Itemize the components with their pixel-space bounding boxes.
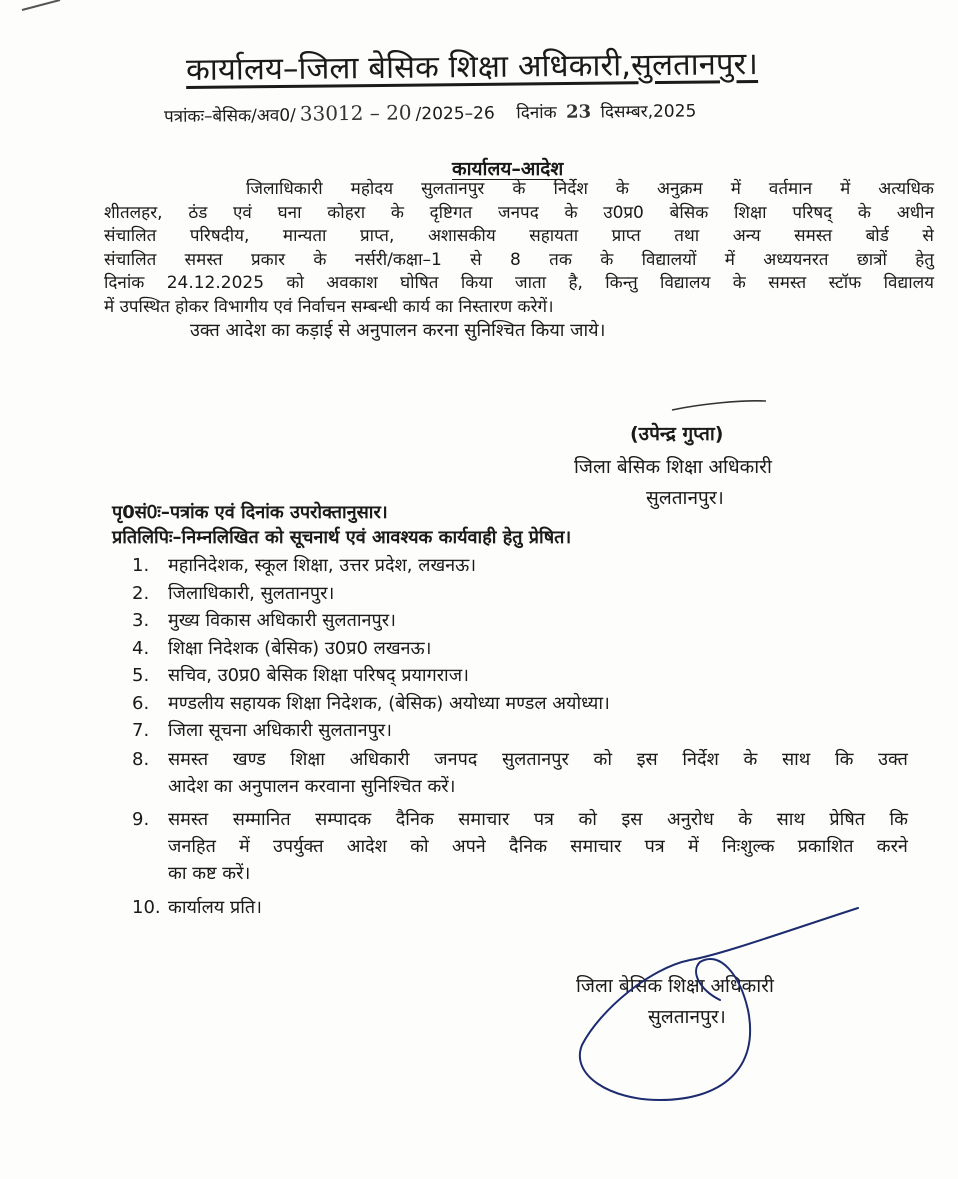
date-label: दिनांक: [516, 102, 557, 124]
copy-list-line: [168, 895, 908, 921]
order-word: को: [286, 273, 304, 293]
copy-list-word: को: [578, 808, 597, 830]
copy-list-line: [168, 860, 908, 887]
order-word: परिषद्: [792, 202, 833, 223]
copy-list-word: जिला सूचना अधिकारी सुलतानपुर।: [168, 720, 392, 741]
copy-list-word: करने: [876, 835, 908, 857]
order-word: अवकाश: [326, 273, 378, 293]
copy-list-word: जनहित: [168, 835, 216, 857]
copy-list-word: में: [687, 835, 699, 857]
order-word: विद्यालय: [660, 273, 711, 293]
copy-list-word: प्रकाशित: [797, 835, 854, 857]
order-word: में: [730, 179, 741, 199]
order-word: महोदय: [350, 179, 394, 199]
copy-list-text: [168, 608, 908, 634]
order-word: समस्त: [768, 273, 807, 293]
order-line: [104, 225, 934, 249]
copy-list-item: [118, 746, 908, 800]
order-word: किन्तु: [605, 273, 638, 293]
order-word: संचालित: [104, 226, 157, 246]
bottom-signatory-designation: जिला बेसिक शिक्षा अधिकारी: [576, 975, 774, 997]
order-word: अधीन: [896, 202, 934, 223]
order-word: समस्त: [794, 226, 833, 246]
order-word: में: [724, 249, 735, 270]
copy-list-word: उक्त: [878, 748, 908, 770]
copy-list-word: के: [743, 748, 758, 770]
order-word: जिलाधिकारी: [246, 179, 323, 199]
order-word: के: [732, 273, 746, 293]
order-word: सहायता: [529, 226, 579, 246]
copy-list-number: 1.: [132, 555, 150, 576]
copy-list-text: [168, 718, 908, 744]
copy-list-word: अपने: [451, 835, 486, 857]
order-word: 24.12.2025: [166, 273, 265, 293]
copy-list-word: निर्देश: [682, 748, 719, 770]
order-word: एवं: [233, 202, 252, 223]
order-word: से: [922, 226, 934, 246]
copy-list-text: [168, 691, 908, 717]
copy-list-word: महानिदेशक, स्कूल शिक्षा, उत्तर प्रदेश, लखनऊ।: [168, 555, 477, 576]
order-word: निर्देश: [553, 179, 588, 199]
corner-pen-mark: [22, 0, 60, 10]
copy-list-word: मण्डलीय सहायक शिक्षा निदेशक, (बेसिक) अयोध्या मण्डल अयोध्या।: [168, 692, 610, 714]
ref-prefix: पत्रांकः–बेसिक/अव0/: [163, 105, 296, 127]
order-word: वर्तमान: [768, 179, 813, 199]
signatory-place: सुलतानपुर।: [646, 487, 724, 509]
copy-list-word: पत्र: [644, 835, 665, 857]
copy-list-word: सुलतानपुर: [502, 748, 569, 770]
signatory-designation: जिला बेसिक शिक्षा अधिकारी: [574, 456, 772, 478]
copy-list-word: मुख्य विकास अधिकारी सुलतानपुर।: [168, 610, 396, 631]
copy-list-line: [168, 608, 908, 634]
copy-list-word: समाचार: [458, 808, 510, 830]
order-word: अत्यधिक: [878, 179, 934, 199]
order-word: जाता: [514, 273, 547, 293]
copy-list-word: साथ: [776, 808, 805, 830]
order-closing: उक्त आदेश का कड़ाई से अनुपालन करना सुनिश्चित किया जाये।: [190, 320, 606, 341]
order-word: संचालित: [104, 249, 157, 270]
order-word: के: [313, 249, 327, 270]
order-word: के: [615, 179, 629, 199]
order-word: उ0प्र0: [603, 202, 644, 223]
copy-list-word: शिक्षा निदेशक (बेसिक) उ0प्र0 लखनऊ।: [168, 637, 432, 659]
copy-list-item: [118, 636, 908, 662]
copy-list-word: उपर्युक्त: [273, 835, 324, 857]
copy-list-line: [168, 663, 908, 689]
copy-list-item: [118, 718, 908, 744]
copy-list-number: 5.: [132, 665, 150, 686]
copy-to-heading: प्रतिलिपिः–निम्नलिखित को सूचनार्थ एवं आवश्यक कार्यवाही हेतु प्रेषित।: [112, 527, 572, 548]
reference-line: [164, 97, 697, 127]
copy-list-item: [118, 895, 908, 921]
order-word: के: [600, 249, 614, 270]
copy-list-word: इस: [636, 748, 658, 770]
copy-list-line: [168, 833, 908, 860]
order-word: छात्रों: [856, 249, 887, 270]
copy-list-word: सम्पादक: [315, 808, 372, 830]
order-word: बोर्ड: [865, 226, 889, 246]
order-word: के: [512, 179, 526, 199]
order-word: में उपस्थित होकर विभागीय एवं निर्वाचन सम्बन्धी कार्य का निस्तारण करेगें।: [104, 296, 554, 317]
copy-list-word: को: [410, 835, 429, 857]
order-line: [104, 272, 934, 296]
copy-list-word: शिक्षा: [290, 748, 325, 770]
order-word: जनपद: [497, 202, 539, 223]
copy-list-word: सम्मानित: [232, 808, 291, 830]
copy-list-word: निःशुल्क: [721, 835, 775, 857]
copy-list-word: जिलाधिकारी, सुलतानपुर।: [168, 582, 335, 604]
order-word: के: [390, 202, 404, 223]
copy-list-word: खण्ड: [232, 748, 266, 770]
copy-list-number: 10.: [132, 896, 161, 918]
order-line: [104, 178, 934, 202]
copy-list-word: इस: [621, 808, 643, 830]
order-word: घना: [277, 202, 302, 223]
order-word: प्राप्त,: [360, 226, 395, 246]
order-word: अध्ययनरत: [763, 249, 829, 270]
copy-list-word: को: [593, 748, 613, 770]
copy-list-item: [118, 691, 908, 717]
order-word: है,: [568, 273, 583, 293]
copy-list-text: [168, 895, 908, 921]
copy-list-line: [168, 718, 908, 744]
order-body: [104, 178, 934, 343]
copy-list-word: साथ: [781, 748, 811, 770]
order-word: शिक्षा: [734, 202, 767, 223]
order-word: मान्यता: [282, 226, 327, 246]
copy-list-word: कि: [834, 748, 854, 770]
top-signature-stroke: [672, 401, 766, 410]
copy-list-word: समस्त: [168, 748, 209, 770]
copy-list-word: दैनिक: [509, 835, 548, 857]
order-line: [104, 202, 934, 226]
copy-list-item: [118, 806, 908, 887]
copy-list-word: में: [239, 835, 250, 857]
copy-list-word: दैनिक: [395, 808, 434, 830]
order-word: के: [857, 202, 871, 223]
copy-list-number: 6.: [132, 692, 150, 714]
copy-list-word: कि: [889, 808, 908, 830]
copy-list-number: 4.: [132, 637, 150, 659]
order-word: विद्यालय: [883, 273, 934, 293]
order-word: नर्सरी/कक्षा–1: [354, 249, 442, 270]
order-word: अन्य: [732, 226, 761, 246]
order-line: [104, 296, 934, 320]
copy-list-item: [118, 663, 908, 689]
order-word: शीतलहर,: [104, 202, 163, 223]
copy-list-number: 3.: [132, 610, 150, 631]
date-day-handwritten: 23: [565, 101, 592, 123]
copy-list-word: का कष्ट करें।: [168, 862, 251, 884]
copy-list-text: [168, 746, 908, 800]
copy-list-line: [168, 746, 908, 773]
copy-list-word: समस्त: [168, 808, 209, 830]
copy-list-word: के: [738, 808, 753, 830]
order-word: किया: [460, 273, 493, 293]
copy-list-line: [168, 806, 908, 833]
copy-list-word: समाचार: [570, 835, 622, 857]
copy-list: [118, 553, 908, 920]
order-word: से: [470, 249, 482, 270]
copy-list-word: अनुरोध: [666, 808, 714, 830]
copy-list-text: [168, 636, 908, 662]
copy-list-number: 7.: [132, 720, 150, 741]
copy-list-line: [168, 636, 908, 662]
copy-list-word: सचिव, उ0प्र0 बेसिक शिक्षा परिषद् प्रयागराज।: [168, 665, 469, 686]
endorsement-number: पृ0सं0ः–पत्रांक एवं दिनांक उपरोक्तानुसार।: [112, 502, 388, 523]
order-word: विद्यालयों: [641, 249, 697, 270]
copy-list-word: पत्र: [533, 808, 554, 830]
order-word: प्रकार: [250, 249, 286, 270]
copy-list-word: आदेश का अनुपालन करवाना सुनिश्चित करें।: [168, 775, 456, 797]
copy-list-line: [168, 553, 908, 579]
order-word: परिषदीय,: [189, 226, 250, 246]
order-word: घोषित: [400, 273, 439, 293]
order-word: 8: [509, 249, 521, 270]
copy-list-item: [118, 608, 908, 634]
order-word: ठंड: [188, 202, 208, 223]
order-heading: कार्यालय–आदेश: [452, 158, 564, 180]
order-word: स्टॉफ: [828, 273, 862, 293]
copy-list-line: [168, 581, 908, 607]
order-word: हेतु: [915, 249, 934, 270]
order-word: अशासकीय: [427, 226, 496, 246]
copy-list-item: [118, 581, 908, 607]
order-word: बेसिक: [669, 202, 709, 223]
order-word: अनुक्रम: [657, 179, 703, 199]
order-line: [104, 249, 934, 273]
copy-list-number: 8.: [132, 748, 150, 770]
order-word: के: [564, 202, 578, 223]
order-word: दिनांक: [104, 273, 145, 293]
copy-list-word: कार्यालय प्रति।: [168, 896, 262, 918]
copy-list-text: [168, 581, 908, 607]
order-word: में: [840, 179, 851, 199]
copy-list-word: जनपद: [434, 748, 478, 770]
order-word: सुलतानपुर: [421, 179, 485, 199]
bottom-signatory-place: सुलतानपुर।: [648, 1006, 726, 1028]
order-word: दृष्टिगत: [429, 202, 473, 223]
order-word: कोहरा: [327, 202, 366, 223]
copy-list-text: [168, 806, 908, 887]
ref-number-handwritten: 33012 – 20: [299, 100, 412, 126]
signatory-name: (उपेन्द्र गुप्ता): [630, 423, 724, 445]
copy-list-number: 9.: [132, 808, 150, 830]
copy-list-item: [118, 553, 908, 579]
copy-list-word: आदेश: [346, 835, 387, 857]
order-word: समस्त: [184, 249, 223, 270]
order-word: प्राप्त: [611, 226, 641, 246]
copy-list-number: 2.: [132, 582, 150, 604]
order-word: तक: [549, 249, 572, 270]
order-word: तथा: [674, 226, 700, 246]
copy-list-word: अधिकारी: [349, 748, 410, 770]
copy-list-line: [168, 773, 908, 800]
ref-suffix: /2025–26: [415, 103, 495, 125]
copy-list-word: प्रेषित: [829, 808, 865, 830]
date-month-year: दिसम्बर,2025: [600, 101, 697, 123]
copy-list-text: [168, 663, 908, 689]
office-title: कार्यालय–जिला बेसिक शिक्षा अधिकारी,सुलतानपुर।: [185, 46, 759, 88]
copy-list-text: [168, 553, 908, 579]
copy-list-line: [168, 691, 908, 717]
